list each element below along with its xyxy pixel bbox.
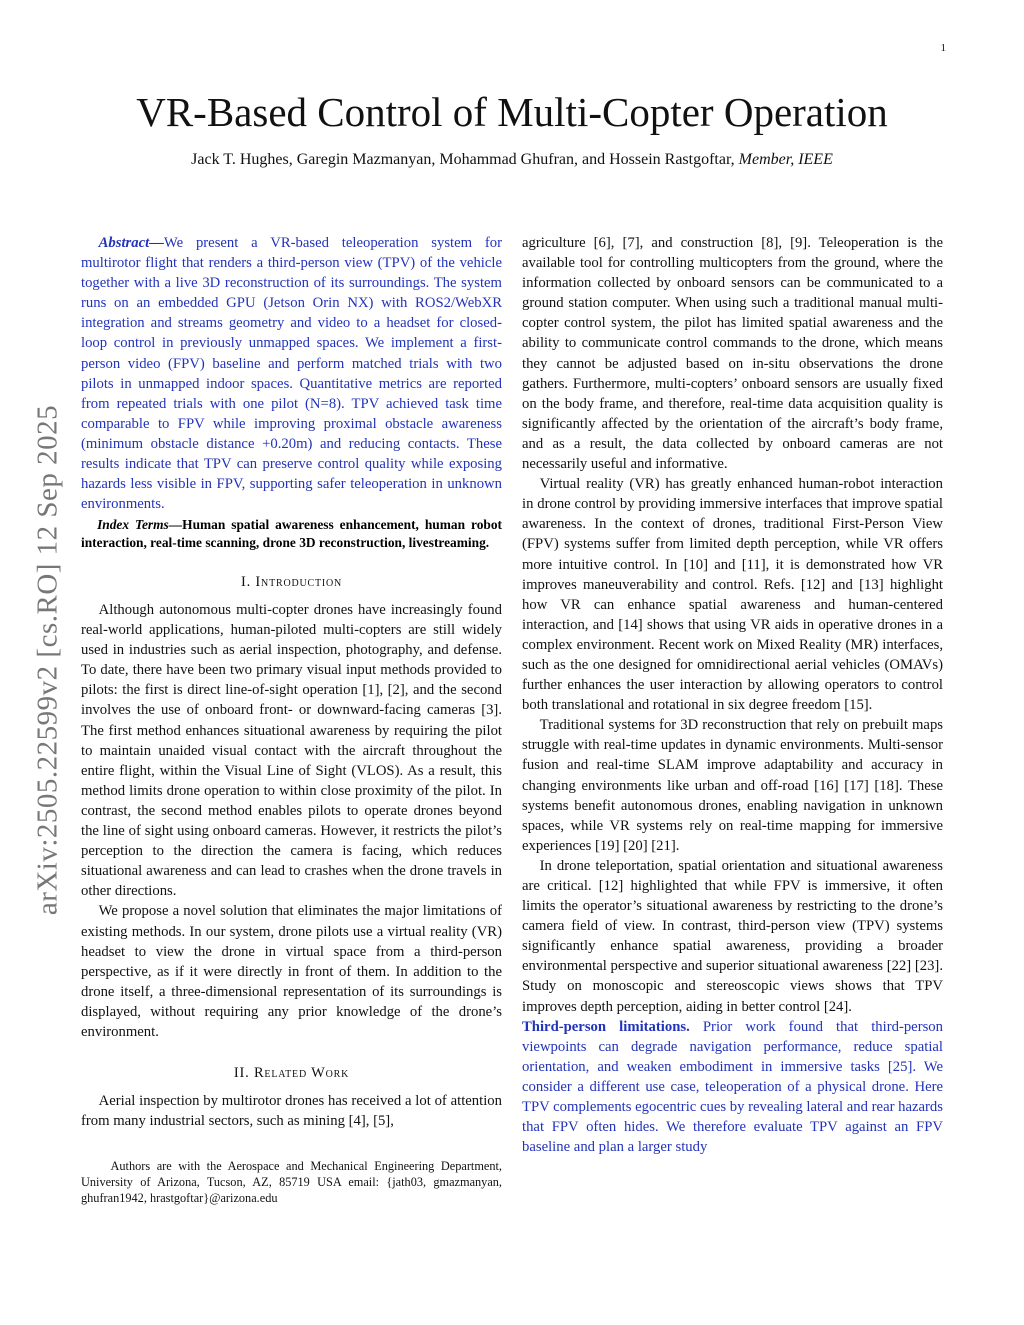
section-heading-related-work: II. Related Work: [233, 1065, 350, 1082]
author-line: [0, 151, 1024, 169]
index-terms-text: Human spatial awareness enhancement, human robot interaction, real-time scanning, drone 3D reconstruction, livestreaming.: [81, 517, 502, 550]
index-terms: [81, 516, 502, 551]
section-heading-introduction: I. Introduction: [240, 573, 343, 590]
reconstruction-paragraph: Traditional systems for 3D reconstruction that rely on prebuilt maps struggle with real-time updates in dynamic environments. Multi-sensor fusion and real-time SLAM improve adaptability and accuracy in changing environments like urban and off-road [16] [17] [18]. These systems benefit autonomous drones, enabling navigation in unknown spaces, while VR systems rely on real-time mapping for immersive experiences [19] [20] [21].: [522, 717, 943, 854]
author-membership: Member, IEEE: [738, 151, 833, 168]
third-person-limitations-paragraph: [522, 1017, 943, 1158]
abstract: [81, 233, 502, 514]
paper-title: VR-Based Control of Multi-Copter Operation: [136, 89, 888, 135]
arxiv-identifier-stamp: arXiv:2505.22599v2 [cs.RO] 12 Sep 2025: [31, 404, 64, 916]
related-work-paragraph-1: Aerial inspection by multirotor drones has received a lot of attention from many industrial sectors, such as mining [4], [5],: [81, 1093, 502, 1130]
intro-paragraph-2: We propose a novel solution that eliminates the major limitations of existing methods. In our system, drone pilots use a virtual reality (VR) headset to view the drone in virtual space from a third-person perspective, as if it were directly in front of them. In addition to the drone itself, a three-dimensional representation of its surroundings is displayed, without requiring any prior knowledge of the drone’s environment.: [81, 903, 502, 1040]
related-work-paragraph-continued: agriculture [6], [7], and construction [8], [9]. Teleoperation is the available tool for controlling multicopters from the ground, where the information collected by onboard sensors can be communicated to a ground station computer. When using such a traditional manual multi-copter control system, the pilot has limited spatial awareness and the ability to communicate control commands to the drone, which means they cannot be adjusted based on in-situ observations the drone gathers. Furthermore, multi-copters’ onboard sensors are usually fixed on the body frame, and therefore, real-time data acquisition quality is significantly affected by the orientation of the aircraft’s body frame, and as a result, the data collected by onboard cameras are not necessarily useful and informative.: [522, 235, 943, 473]
vr-paragraph: Virtual reality (VR) has greatly enhanced human-robot interaction in drone control by providing immersive interfaces that improve spatial awareness. In the context of drones, traditional First-Person View (FPV) systems suffer from limited depth perception, while VR offers more intuitive control. In [10] and [11], it is demonstrated how VR improves maneuverability and control. Refs. [12] and [13] highlight how VR can enhance spatial awareness and human-centered interaction, and [14] shows that using VR aids in operative drones in a complex environment. Recent work on Mixed Reality (MR) interfaces, such as the one designed for omnidirectional aerial vehicles (OMAVs) further enhances the user interaction by allowing operators to control both translational and rotational in six degree freedom [15].: [522, 476, 943, 714]
left-column: [81, 233, 502, 1206]
third-person-limitations-text: Prior work found that third-person viewpoints can degrade navigation performance, reduce spatial orientation, and weaken embodiment in immersive tasks [25]. We consider a different use case, teleoperation of a physical drone. Here TPV complements egocentric cues by revealing lateral and rear hazards that FPV often hides. We therefore evaluate TPV against an FPV baseline and plan a larger study: [522, 1018, 943, 1156]
author-names: Jack T. Hughes, Garegin Mazmanyan, Mohammad Ghufran, and Hossein Rastgoftar,: [191, 151, 735, 168]
right-column: [522, 233, 943, 1157]
third-person-limitations-label: Third-person limitations.: [522, 1018, 690, 1035]
abstract-label: Abstract—: [98, 235, 164, 251]
intro-paragraph-1: Although autonomous multi-copter drones have increasingly found real-world applications, human-piloted multi-copters are still widely used in industries such as aerial inspection, photography, and defense. To date, there have been two primary visual input methods provided to pilots: the first is direct line-of-sight operation [1], [2], and the second involves the use of onboard front- or downward-facing cameras [3]. The first method enhances situational awareness by requiring the pilot to maintain unaided visual contact with the aircraft throughout the entire flight, within the Visual Line of Sight (VLOS). As a result, this method limits drone operation to within close proximity of the pilot. In contrast, the second method enables pilots to operate drones beyond the line of sight using onboard cameras. However, it restricts the pilot’s perception to the direction the camera is facing, which reduces situational awareness and can lead to crashes when the drone travels in other directions.: [81, 602, 502, 900]
index-terms-label: Index Terms—: [97, 517, 183, 533]
author-affiliation-footnote: Authors are with the Aerospace and Mechanical Engineering Department, University of Arizona, Tucson, AZ, 85719 USA email: {jath03, gmazmanyan, ghufran1942, hrastgoftar}@arizona.edu: [81, 1159, 502, 1205]
tpv-paragraph: In drone teleportation, spatial orientation and situational awareness are critical. [12] highlighted that while FPV is immersive, it often limits the operator’s situational awareness by restricting to the drone’s camera field of view. In contrast, third-person view (TPV) systems significantly enhance spatial awareness, providing a broader environmental perspective and superior situational awareness [22] [23]. Study on monoscopic and stereoscopic views shows that TPV improves depth perception, aiding in better control [24].: [522, 857, 943, 1015]
abstract-text: We present a VR-based teleoperation system for multirotor flight that renders a third-person view (TPV) of the vehicle together with a live 3D reconstruction of its surroundings. The system runs on an embedded GPU (Jetson Orin NX) with ROS2/WebXR integration and streams geometry and video to a headset for closed-loop control in previously unmapped spaces. We implement a first-person video (FPV) baseline and perform matched trials with two pilots in unmapped indoor spaces. Quantitative metrics are reported from repeated trials with one pilot (N=8). TPV achieved task time comparable to FPV while improving proximal obstacle awareness (minimum obstacle distance +0.20m) and reducing contacts. These results indicate that TPV can preserve control quality while exposing hazards less visible in FPV, supporting safer teleoperation in unknown environments.: [81, 235, 502, 513]
page-number: 1: [940, 42, 946, 54]
